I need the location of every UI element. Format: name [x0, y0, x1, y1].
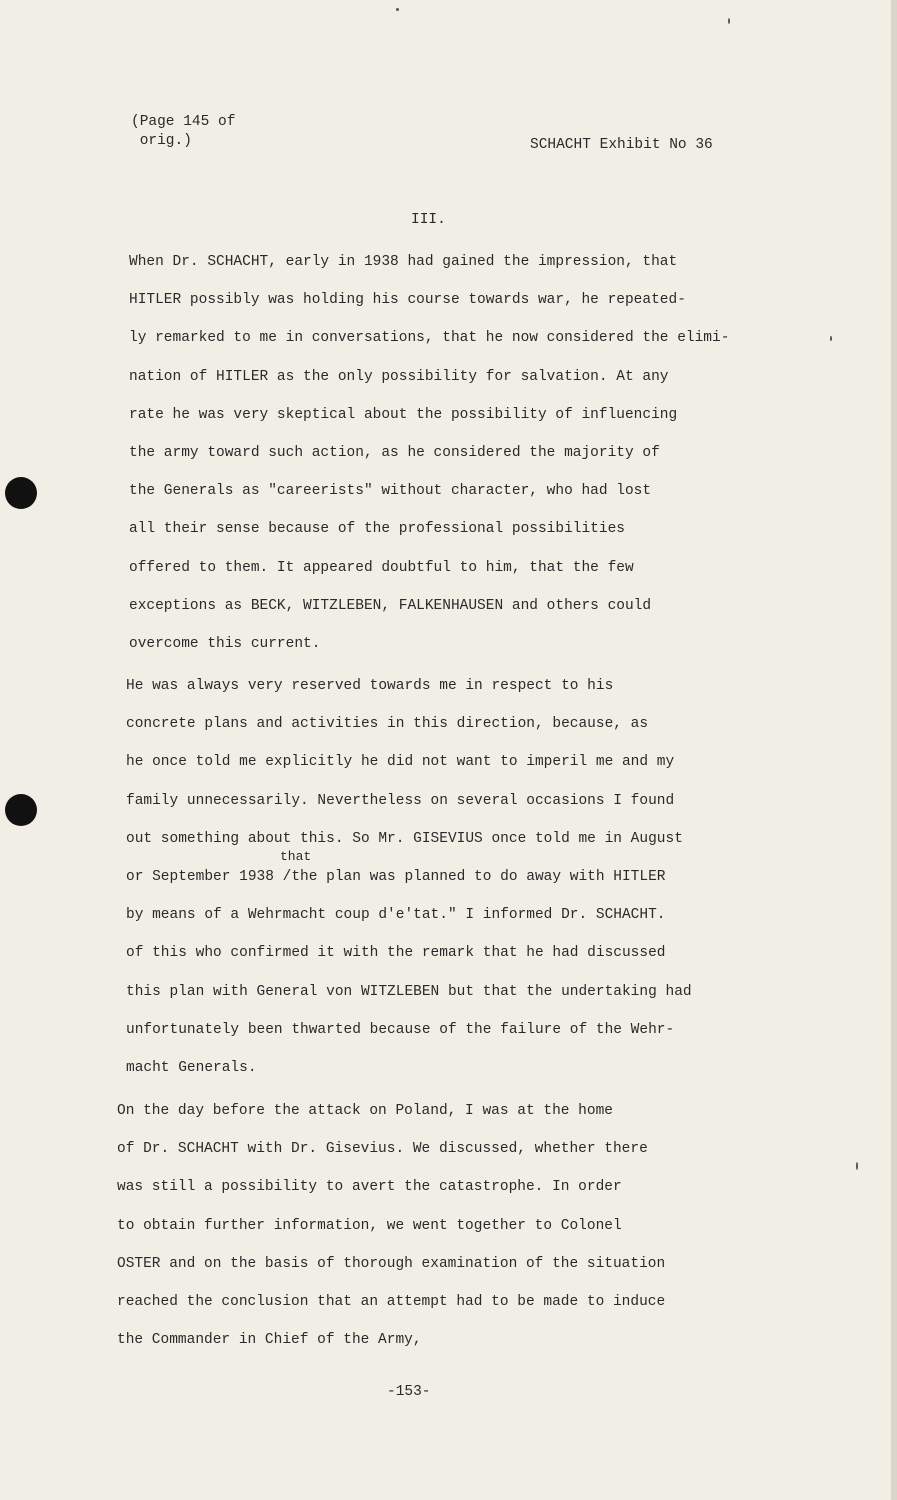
exhibit-label: SCHACHT Exhibit No 36 [530, 137, 713, 153]
text-line: the army toward such action, as he considered the majority of [129, 444, 660, 461]
text-line: When Dr. SCHACHT, early in 1938 had gained the impression, that [129, 254, 678, 270]
handwritten-insert: that [280, 849, 312, 864]
text-line: or September 1938 /the plan was planned to do away with HITLER [126, 868, 666, 885]
text-line: the Generals as "careerists" without character, who had lost [129, 483, 652, 500]
paper-speck [830, 336, 832, 341]
punch-hole-lower [5, 794, 37, 826]
text-line: overcome this current. [129, 635, 321, 652]
text-line: was still a possibility to avert the catastrophe. In order [117, 1179, 622, 1196]
paper-edge [891, 0, 897, 1500]
text-line: HITLER possibly was holding his course towards war, he repeated- [129, 292, 686, 309]
text-line: out something about this. So Mr. GISEVIUS once told me in August [126, 830, 683, 847]
page-number: -153- [387, 1384, 431, 1400]
text-line: of this who confirmed it with the remark that he had discussed [126, 945, 666, 962]
text-line: this plan with General von WITZLEBEN but that the undertaking had [126, 983, 692, 1000]
text-line: He was always very reserved towards me in respect to his [126, 678, 614, 694]
text-line: unfortunately been thwarted because of the failure of the Wehr- [126, 1021, 675, 1038]
paper-speck [728, 18, 730, 24]
page-ref-line-1: (Page 145 of [131, 114, 236, 130]
text-line: by means of a Wehrmacht coup d'e'tat." I informed Dr. SCHACHT. [126, 907, 666, 924]
page-ref-line-2: orig.) [131, 133, 192, 149]
text-line: of Dr. SCHACHT with Dr. Gisevius. We discussed, whether there [117, 1141, 648, 1158]
text-line: macht Generals. [126, 1059, 257, 1076]
punch-hole-upper [5, 477, 37, 509]
paper-speck [396, 8, 399, 11]
text-line: nation of HITLER as the only possibility for salvation. At any [129, 368, 669, 385]
text-line: concrete plans and activities in this direction, because, as [126, 716, 649, 733]
text-line: OSTER and on the basis of thorough examination of the situation [117, 1255, 666, 1272]
text-line: On the day before the attack on Poland, I was at the home [117, 1103, 613, 1119]
paragraph-1 [129, 243, 729, 663]
text-line: all their sense because of the professional possibilities [129, 521, 625, 538]
text-line: ly remarked to me in conversations, that he now considered the elimi- [129, 330, 730, 347]
text-line: reached the conclusion that an attempt had to be made to induce [117, 1293, 666, 1310]
text-line: offered to them. It appeared doubtful to him, that the few [129, 559, 634, 576]
text-line: rate he was very skeptical about the possibility of influencing [129, 406, 678, 423]
original-page-reference [131, 113, 235, 151]
section-heading: III. [411, 212, 446, 228]
text-line: he once told me explicitly he did not want to imperil me and my [126, 754, 675, 771]
paragraph-2 [126, 667, 692, 1087]
paragraph-3 [117, 1092, 665, 1359]
paper-speck [856, 1162, 858, 1170]
text-line: exceptions as BECK, WITZLEBEN, FALKENHAUSEN and others could [129, 597, 652, 614]
text-line: family unnecessarily. Nevertheless on several occasions I found [126, 792, 675, 809]
text-line: the Commander in Chief of the Army, [117, 1332, 422, 1349]
text-line: to obtain further information, we went together to Colonel [117, 1217, 622, 1234]
